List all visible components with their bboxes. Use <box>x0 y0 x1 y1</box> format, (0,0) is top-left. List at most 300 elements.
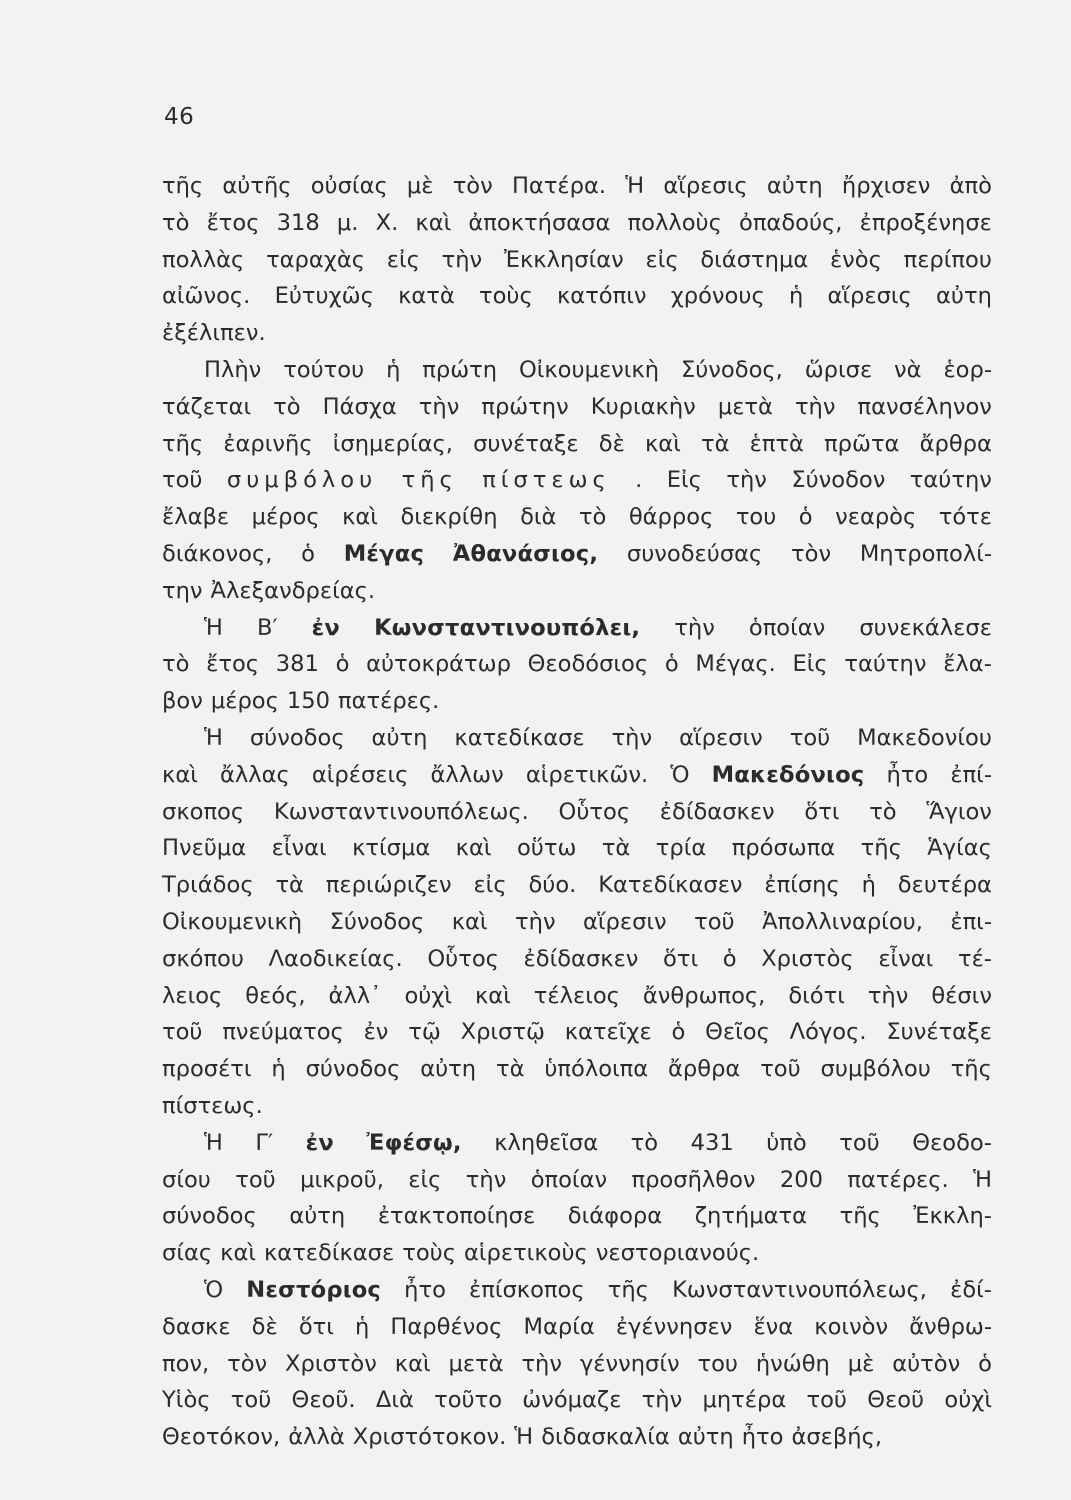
word: διάκονος, <box>162 540 273 567</box>
word: δὲ <box>251 1313 278 1340</box>
word: του <box>735 504 777 531</box>
word: ὁποίαν <box>748 614 826 641</box>
word: κατεδίκασε <box>263 1240 395 1267</box>
word: ὀπαδούς, <box>739 209 843 236</box>
word: θεός, <box>245 982 306 1009</box>
word: προσέτι <box>162 1056 252 1083</box>
word: τέ- <box>957 945 992 972</box>
word: τοῦ <box>760 1056 801 1083</box>
word: λειος <box>162 982 223 1009</box>
word: Εἰς <box>666 467 702 494</box>
word: μέρος <box>210 688 279 715</box>
emphasis-word: Μακεδόνιος <box>711 761 865 788</box>
word: τὴν <box>441 246 483 273</box>
word: αὐτὸν <box>892 1350 961 1377</box>
word: τὸ <box>162 651 190 678</box>
word: καὶ <box>451 908 488 935</box>
word: Κωνσταντινουπόλεως. <box>273 798 529 825</box>
text-line <box>162 610 992 647</box>
word: πατέρες. <box>338 688 440 715</box>
word: τοὺς <box>479 283 533 310</box>
word: ἐδί- <box>950 1276 992 1303</box>
word: τὸ <box>273 393 301 420</box>
word: ἔτος <box>206 651 260 678</box>
word: τὸν <box>227 1350 268 1377</box>
word: Ἅγιον <box>926 798 992 825</box>
word: ἄλλων <box>430 761 504 788</box>
word: Μέγας. <box>695 651 776 678</box>
text-line <box>162 573 992 610</box>
word: καὶ <box>415 209 452 236</box>
text-line <box>162 426 992 463</box>
word: Μητροπολί- <box>859 540 992 567</box>
word: Λαοδικείας. <box>268 945 403 972</box>
word: τῆς <box>162 430 204 457</box>
word: Γ′ <box>255 1129 274 1156</box>
word: μετὰ <box>448 1350 504 1377</box>
word: ὁ <box>722 945 737 972</box>
word: τὸν <box>452 173 493 199</box>
word: αὐτη <box>936 283 992 310</box>
word: περίπου <box>903 246 992 273</box>
word: διὰ <box>520 504 557 531</box>
word: αὐτη <box>371 724 428 751</box>
word: τὴν <box>611 724 653 751</box>
word: μητέρα <box>702 1387 787 1414</box>
word: κληθεῖσα <box>494 1129 599 1156</box>
word: σκόπου <box>162 945 244 972</box>
word: αἱρετικοὺς <box>463 1240 588 1267</box>
word: Εἰς <box>792 651 828 678</box>
word: διάφορα <box>567 1203 663 1230</box>
emphasis-word: Ἐφέσῳ, <box>366 1129 462 1156</box>
word: ἐδίδασκεν <box>523 945 639 972</box>
word: κατὰ <box>398 283 455 310</box>
word: ἡνώθη <box>755 1350 830 1377</box>
word: τὴν <box>867 982 909 1009</box>
word: Ἡ <box>625 173 645 199</box>
word: ὅτι <box>663 945 699 972</box>
word: Μακεδονίου <box>857 724 992 751</box>
word: τὴν <box>418 393 460 420</box>
word: σύνοδος <box>305 1056 401 1083</box>
word: ἄλλας <box>219 761 290 788</box>
word: εἰς <box>408 1166 442 1193</box>
word: πρόσωπα <box>731 835 836 862</box>
word: θέσιν <box>931 982 992 1009</box>
word: αἰῶνος. <box>162 283 251 310</box>
word: ἄρθρα <box>668 1056 741 1083</box>
word: ἕνα <box>753 1313 794 1340</box>
word: μ. <box>336 209 359 236</box>
text-line <box>162 867 992 904</box>
word: τὴν <box>465 1166 507 1193</box>
word: Χριστὸς <box>761 945 854 972</box>
word: Θεοῦ <box>867 1387 925 1414</box>
word: διάστημα <box>700 246 809 273</box>
word: Θεοδόσιος <box>527 651 649 678</box>
word: σύνοδος <box>249 724 345 751</box>
word: νεστοριανούς. <box>595 1240 760 1267</box>
word: τοῦ <box>162 1019 203 1046</box>
word: ἀπὸ <box>949 173 992 199</box>
word: ἐπίσκοπος <box>469 1276 585 1303</box>
word: ἐτακτοποίησε <box>377 1203 536 1230</box>
word: ἡ <box>861 872 876 899</box>
word: Οἰκουμενικὴ <box>518 356 660 383</box>
word: Χριστὸν <box>285 1350 377 1377</box>
word: ὁ <box>301 540 315 567</box>
text-line <box>162 1014 992 1051</box>
word: Θεῖος <box>705 1019 770 1046</box>
word: σίας <box>162 1240 213 1267</box>
word: καὶ <box>455 835 492 862</box>
word: Θεοῦ. <box>291 1387 356 1414</box>
word: τοῦ <box>694 908 735 935</box>
word: αἵρεσις <box>827 283 912 310</box>
text-line <box>162 1088 992 1125</box>
word: καὶ <box>394 1350 431 1377</box>
word: ἐξέλιπεν. <box>162 320 266 347</box>
text-line <box>162 978 992 1015</box>
word: ἔλαβε <box>162 504 230 531</box>
word: κτίσμα <box>352 835 431 862</box>
text-line <box>162 462 992 499</box>
word: ταύτην <box>844 651 927 678</box>
word: πατέρες. <box>847 1166 949 1193</box>
word: μὲ <box>847 1350 875 1377</box>
word: διότι <box>788 982 845 1009</box>
word: Θεοδο- <box>912 1129 992 1156</box>
word: πνεύματος <box>222 1019 344 1046</box>
word: τὴν <box>674 614 715 641</box>
word: τάζεται <box>162 393 252 420</box>
word: την <box>162 577 203 604</box>
word: τοῦτο <box>434 1387 503 1414</box>
word: Σύνοδος, <box>680 356 783 383</box>
word: Ἡ <box>204 1129 223 1156</box>
word: τοὺς <box>402 1240 456 1267</box>
word: ἐαρινῆς <box>223 430 313 457</box>
word: Β′ <box>256 614 278 641</box>
word: ἐδίδασκεν <box>659 798 775 825</box>
word: Ὁ <box>670 761 690 788</box>
word: Θεοτόκον, <box>162 1424 281 1451</box>
word: κατεδίκασε <box>454 724 585 751</box>
emphasis-word: ἐν <box>305 1129 335 1156</box>
word: ἐπί- <box>950 761 992 788</box>
word: Χριστότοκον. <box>352 1424 507 1451</box>
word: ὁ <box>798 504 813 531</box>
word: ἐπίσης <box>764 872 840 899</box>
word: ἄρθρα <box>919 430 992 457</box>
word: Ὁ <box>204 1276 224 1303</box>
word: καὶ <box>474 982 511 1009</box>
word: νὰ <box>894 356 922 383</box>
text-line <box>162 278 992 315</box>
word: αἵρεσιν <box>679 724 763 751</box>
word: μὲ <box>406 173 434 199</box>
word: Τριάδος <box>162 872 254 899</box>
word: τρία <box>655 835 707 862</box>
word: διδασκαλία <box>541 1424 670 1451</box>
word: Ἀλεξανδρείας. <box>210 577 376 604</box>
word: εἰς <box>386 246 420 273</box>
word: ἦτο <box>886 761 929 788</box>
word: οὐσίας <box>310 173 388 199</box>
word: θάρρος <box>628 504 714 531</box>
word: συνοδεύσας <box>626 540 763 567</box>
word: τὴν <box>515 908 556 935</box>
word: Χ. <box>375 209 399 236</box>
word: ἐπροξένησε <box>859 209 992 236</box>
word: ἡ <box>271 1056 286 1083</box>
emphasis-word: Ἀθανάσιος, <box>452 540 599 567</box>
text-line <box>162 904 992 941</box>
word: αὐτη <box>420 1056 477 1083</box>
text-line <box>162 1162 992 1199</box>
word: Ἡ <box>973 1166 992 1193</box>
word: ἔλα- <box>943 651 992 678</box>
text-line <box>162 720 992 757</box>
word: καὶ <box>342 504 378 531</box>
word: Ἡ <box>204 614 223 641</box>
word: Ἐκκλη- <box>913 1203 992 1230</box>
word: Ἐκκλησίαν <box>503 246 624 273</box>
word: τὴν <box>726 467 767 494</box>
word: Λόγος. <box>789 1019 867 1046</box>
spaced-word: τῆς <box>401 467 458 494</box>
word: ἑνὸς <box>829 246 882 273</box>
word: ἰσημερίας, <box>332 430 453 457</box>
text-line <box>162 757 992 794</box>
word: ὁ <box>671 1019 686 1046</box>
word: περιώριζεν <box>325 872 452 899</box>
word: οὕτω <box>516 835 577 862</box>
word: ἦτο <box>404 1276 446 1303</box>
text-line <box>162 646 992 683</box>
text-line <box>162 1125 992 1162</box>
word: Παρθένος <box>390 1313 503 1340</box>
word: πολλὰς <box>162 246 245 273</box>
text-line <box>162 830 992 867</box>
word: ὥρισε <box>804 356 873 383</box>
word: ὁποίαν <box>530 1166 608 1193</box>
word: Πάσχα <box>322 393 397 420</box>
word: Συνέταξε <box>886 1019 992 1046</box>
word: πρώτη <box>422 356 498 383</box>
word: Χριστῷ <box>460 1019 545 1046</box>
word: οὐχὶ <box>404 982 453 1009</box>
word: τὴν <box>794 393 836 420</box>
word: Ἀπολλιναρίου, <box>762 908 923 935</box>
word: πρώτην <box>481 393 569 420</box>
word: τούτου <box>283 356 365 383</box>
word: Υἱὸς <box>162 1387 211 1414</box>
word: ὑπόλοιπα <box>544 1056 649 1083</box>
word: Ἁγίας <box>927 835 992 862</box>
word: πον, <box>162 1350 210 1377</box>
word: τὸ <box>578 504 607 531</box>
word: αὐτοκράτωρ <box>366 651 511 678</box>
text-line <box>162 389 992 426</box>
word: τέλειος <box>533 982 620 1009</box>
word: συνεκάλεσε <box>859 614 992 641</box>
word: πανσέληνον <box>857 393 992 420</box>
page-number: 46 <box>164 104 195 130</box>
word: ταύτην <box>909 467 992 494</box>
word: ἀλλὰ <box>288 1424 345 1451</box>
word: Μαρία <box>523 1313 595 1340</box>
text-line <box>162 941 992 978</box>
text-line <box>162 1235 992 1272</box>
text-line <box>162 1419 992 1456</box>
word: μέρος <box>251 504 320 531</box>
word: Διὰ <box>375 1387 414 1414</box>
word: μετὰ <box>717 393 773 420</box>
word: ὁ <box>335 651 350 678</box>
word: του <box>697 1350 738 1377</box>
word: χρόνους <box>670 283 765 310</box>
word: τὸ <box>162 209 190 236</box>
text-line <box>162 794 992 831</box>
word: τὸ <box>630 1129 659 1156</box>
text-line <box>162 242 992 279</box>
word: προσῆλθον <box>631 1166 756 1193</box>
word: τὰ <box>275 872 304 899</box>
word: σκοπος <box>162 798 245 825</box>
word: τῆς <box>162 173 204 199</box>
word: ἡ <box>354 1313 370 1340</box>
word: Πνεῦμα <box>162 835 247 862</box>
word: εἰς <box>473 872 507 899</box>
word: μικροῦ, <box>300 1166 384 1193</box>
word: τῆς <box>950 1056 992 1083</box>
word: πρῶτα <box>824 430 900 457</box>
text-line <box>162 1346 992 1383</box>
word: τοῦ <box>162 467 203 494</box>
word: 150 <box>286 688 331 715</box>
word: Σύνοδος <box>329 908 425 935</box>
text-line <box>162 1309 992 1346</box>
word: ἡ <box>788 283 804 310</box>
word: Ἡ <box>514 1424 534 1451</box>
word: τὴν <box>641 1387 683 1414</box>
spaced-word: συμβόλου <box>226 467 378 494</box>
word: τὰ <box>495 1056 525 1083</box>
text-line <box>162 1198 992 1235</box>
text-line <box>162 1051 992 1088</box>
word: Σύνοδον <box>791 467 886 494</box>
word: Κωνσταντινουπόλεως, <box>672 1276 927 1303</box>
text-line <box>162 499 992 536</box>
word: αὐτῆς <box>222 173 292 199</box>
word: ἐν <box>363 1019 389 1046</box>
body-text <box>162 168 992 1456</box>
emphasis-word: Μέγας <box>343 540 425 567</box>
word: Κυριακὴν <box>590 393 696 420</box>
word: καὶ <box>162 761 198 788</box>
word: ταραχὰς <box>266 246 365 273</box>
word: αἵρεσις <box>663 173 748 199</box>
word: ἄνθρω- <box>909 1313 992 1340</box>
text-line <box>162 352 992 389</box>
word: ὅτι <box>804 798 840 825</box>
word: 318 <box>276 209 320 236</box>
text-line <box>162 683 992 720</box>
word: ἔτος <box>206 209 260 236</box>
word: Οἰκουμενικὴ <box>162 908 303 935</box>
word: εἶναι <box>271 835 327 862</box>
word: τὴν <box>521 1350 562 1377</box>
word: συνέταξε <box>473 430 579 457</box>
word: αὐτη <box>766 173 823 199</box>
word: βον <box>162 688 203 715</box>
word: ζητήματα <box>694 1203 808 1230</box>
word: πίστεως. <box>162 1092 263 1119</box>
word: Εὐτυχῶς <box>274 283 374 310</box>
word: Ἡ <box>204 724 223 751</box>
word: διεκρίθη <box>400 504 498 531</box>
spaced-word: πίστεως <box>482 467 611 494</box>
emphasis-word: Κωνσταντινουπόλει, <box>374 614 641 641</box>
word: Κατεδίκασεν <box>598 872 743 899</box>
word: πολλοὺς <box>627 209 722 236</box>
word: τοῦ <box>789 724 831 751</box>
word: . <box>635 467 643 494</box>
word: τῆς <box>839 1203 881 1230</box>
word: ἐγέννησεν <box>615 1313 733 1340</box>
word: εἰς <box>645 246 679 273</box>
word: δασκε <box>162 1313 231 1340</box>
word: ἀσεβής, <box>791 1424 883 1451</box>
text-line <box>162 1382 992 1419</box>
word: σίου <box>162 1166 211 1193</box>
word: ὁ <box>978 1350 992 1377</box>
word: τοῦ <box>230 1387 272 1414</box>
word: 381 <box>275 651 319 678</box>
word: ἡ <box>386 356 401 383</box>
word: ὅτι <box>298 1313 334 1340</box>
word: δευτέρα <box>897 872 992 899</box>
word: αἱρέσεις <box>311 761 409 788</box>
word: τοῦ <box>839 1129 880 1156</box>
text-line <box>162 315 992 352</box>
word: Οὗτος <box>558 798 631 825</box>
word: ὠνόμαζε <box>522 1387 622 1414</box>
word: ἀποκτήσασα <box>468 209 611 236</box>
word: ὑπὸ <box>766 1129 807 1156</box>
word: Πατέρα. <box>511 173 607 199</box>
word: 431 <box>690 1129 734 1156</box>
word: σύνοδος <box>162 1203 257 1230</box>
word: δὲ <box>598 430 625 457</box>
word: γέννησίν <box>579 1350 680 1377</box>
word: καὶ <box>220 1240 256 1267</box>
word: δύο. <box>528 872 577 899</box>
word: τὸ <box>869 798 897 825</box>
word: αὐτη <box>677 1424 734 1451</box>
word: τὸν <box>791 540 832 567</box>
word: οὐχὶ <box>944 1387 992 1414</box>
word: Οὗτος <box>427 945 499 972</box>
word: Πλὴν <box>204 356 262 383</box>
text-line <box>162 168 992 205</box>
emphasis-word: ἐν <box>311 614 341 641</box>
word: ἑορ- <box>943 356 992 383</box>
word: τοῦ <box>235 1166 276 1193</box>
word: νεαρὸς <box>835 504 917 531</box>
